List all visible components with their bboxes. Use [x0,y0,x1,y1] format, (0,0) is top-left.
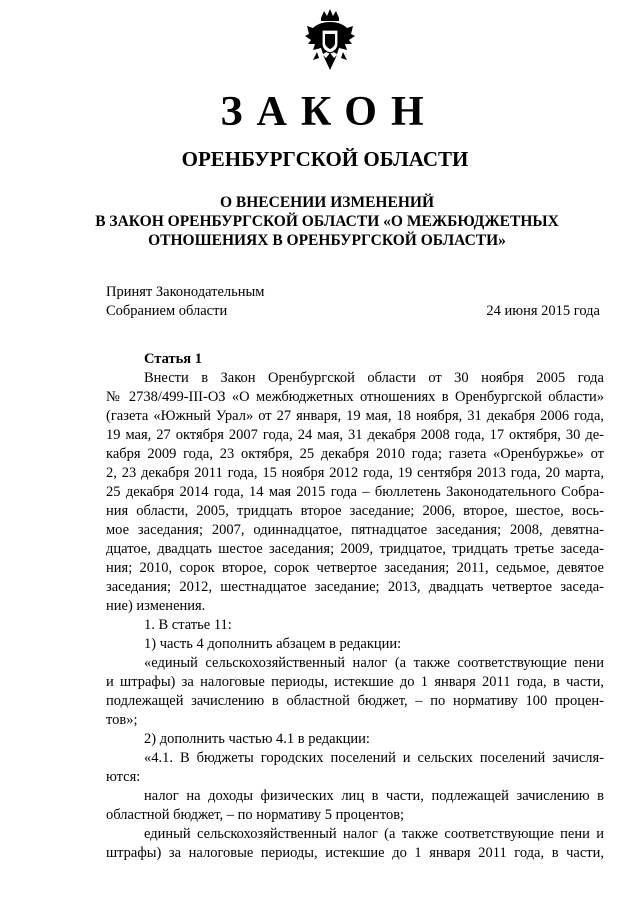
article-body [106,350,604,863]
article-line: тов»; [106,712,138,728]
article-line: мое заседания; 2007, одиннадцатое, пятнадцатое заседания; 2008, девятна- [106,522,604,538]
subject-line: О ВНЕСЕНИИ ИЗМЕНЕНИЙ [219,194,434,211]
article-line: ния; 2010, сорок второе, сорок четвертое заседания; 2011, седьмое, девятое [106,560,604,576]
article-line: подлежащей зачислению в областной бюджет, – по нормативу 100 процен- [106,693,604,709]
article-line: (газета «Южный Урал» от 27 января, 19 мая, 18 ноября, 31 декабря 2006 года, [106,408,604,424]
article-line: штрафы) за налоговые периоды, истекшие до 1 января 2011 года, в части, [106,845,604,861]
article-line: «4.1. В бюджеты городских поселений и сельских поселений зачисля- [144,750,604,766]
article-line: единый сельскохозяйственный налог (а также соответствующие пени и [144,826,604,842]
article-line: 25 декабря 2014 года, 14 мая 2015 года – бюллетень Законодательного Собра- [106,484,604,500]
region-title: ОРЕНБУРГСКОЙ ОБЛАСТИ [181,147,469,171]
article-lines [106,369,604,863]
article-line: № 2738/499-III-ОЗ «О межбюджетных отношениях в Оренбургской области» [106,389,604,405]
subject-line: В ЗАКОН ОРЕНБУРГСКОЙ ОБЛАСТИ «О МЕЖБЮДЖЕТНЫХ [95,213,559,230]
article-line: 2) дополнить частью 4.1 в редакции: [144,731,370,747]
article-line: Внести в Закон Оренбургской области от 30 ноября 2005 года [144,370,604,386]
article-line: ние) изменения. [106,598,206,614]
article-title: Статья 1 [144,351,202,367]
article-line: 1) часть 4 дополнить абзацем в редакции: [144,636,402,652]
article-line: 1. В статье 11: [144,617,232,633]
article-line: «единый сельскохозяйственный налог (а также соответствующие пени [144,655,604,671]
article-line: кабря 2009 года, 23 октября, 25 декабря 2010 года; газета «Оренбуржье» от [106,446,604,462]
adoption-body [106,283,264,321]
coat-of-arms-icon [301,8,359,74]
law-title: ЗАКОН [220,89,438,135]
article-line: ния области, 2005, тридцать второе заседание; 2006, второе, шестое, вось- [106,503,604,519]
article-line: заседания; 2012, шестнадцатое заседание; 2013, двадцать четвертое заседа- [106,579,604,595]
adoption-date: 24 июня 2015 года [486,303,600,319]
adoption-line: Собранием области [106,303,228,319]
article-line: областной бюджет, – по нормативу 5 процентов; [106,807,405,823]
law-subject [0,193,640,250]
article-line: дцатое, двадцать шестое заседания; 2009, тридцатое, тридцать третье заседа- [106,541,604,557]
article-line: и штрафы) за налоговые периоды, истекшие до 1 января 2011 года, в части, [106,674,604,690]
article-line: налог на доходы физических лиц в части, подлежащей зачислению в [144,788,604,804]
adoption-line: Принят Законодательным [106,284,265,300]
article-line: 19 мая, 27 октября 2007 года, 24 мая, 31 декабря 2008 года, 17 октября, 30 де- [106,427,604,443]
article-line: ются: [106,769,141,785]
article-line: 2, 23 декабря 2011 года, 15 ноября 2012 года, 19 сентября 2013 года, 20 марта, [106,465,604,481]
subject-line: ОТНОШЕНИЯХ В ОРЕНБУРГСКОЙ ОБЛАСТИ» [148,232,506,249]
